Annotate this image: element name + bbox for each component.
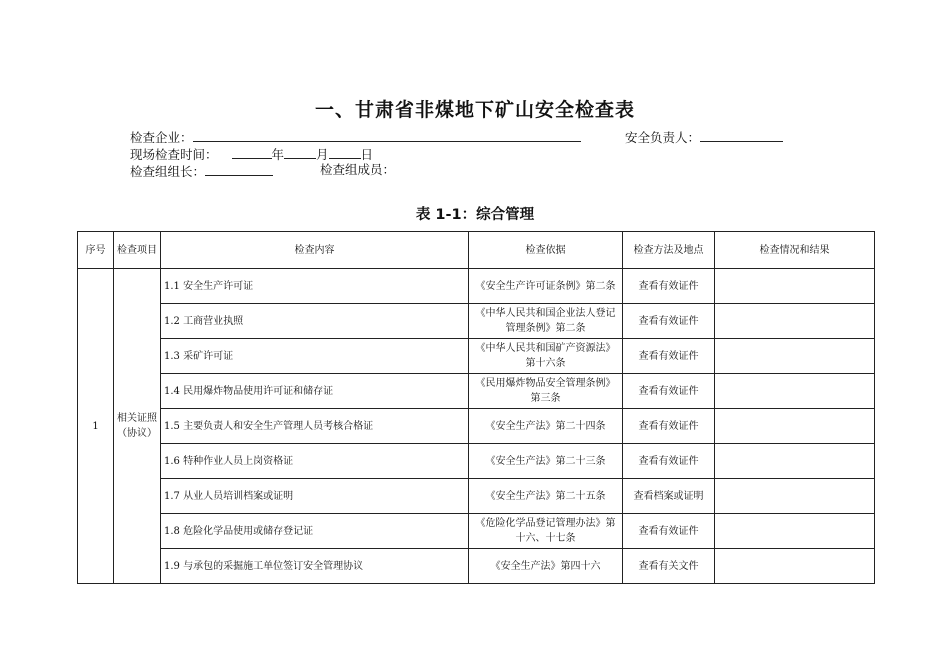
row-basis: 《安全生产法》第二十四条: [469, 409, 623, 444]
year-blank: [232, 145, 272, 159]
row-result-cell[interactable]: [715, 374, 875, 409]
row-result-cell[interactable]: [715, 409, 875, 444]
row-method: 查看有效证件: [623, 304, 715, 339]
row-basis: 《安全生产许可证条例》第二条: [469, 269, 623, 304]
header-item: 检查项目: [114, 232, 161, 269]
row-content: 1.4 民用爆炸物品使用许可证和储存证: [161, 374, 469, 409]
row-basis: 《危险化学品登记管理办法》第十六、十七条: [469, 514, 623, 549]
row-result-cell[interactable]: [715, 269, 875, 304]
table-row: [78, 409, 875, 444]
table-row: [78, 479, 875, 514]
table-row: [78, 549, 875, 584]
row-content: 1.6 特种作业人员上岗资格证: [161, 444, 469, 479]
row-result-cell[interactable]: [715, 444, 875, 479]
document-title: 一、甘肃省非煤地下矿山安全检查表: [314, 99, 635, 121]
group-item: 相关证照（协议）: [114, 269, 161, 584]
row-result-cell[interactable]: [715, 339, 875, 374]
table-header-row: [78, 232, 875, 269]
row-method: 查看有效证件: [623, 409, 715, 444]
row-basis: 《安全生产法》第二十五条: [469, 479, 623, 514]
row-basis: 《中华人民共和国企业法人登记管理条例》第二条: [469, 304, 623, 339]
members-label: 检查组成员：: [320, 162, 396, 177]
row-method: 查看有效证件: [623, 444, 715, 479]
row-result-cell[interactable]: [715, 549, 875, 584]
row-basis: 《安全生产法》第四十六: [469, 549, 623, 584]
row-method: 查看有效证件: [623, 374, 715, 409]
day-label: 日: [360, 147, 374, 162]
table-row: [78, 374, 875, 409]
row-basis: 《中华人民共和国矿产资源法》第十六条: [469, 339, 623, 374]
header-company-line: [130, 128, 581, 146]
company-label: 检查企业：: [130, 130, 193, 145]
row-content: 1.8 危险化学品使用或储存登记证: [161, 514, 469, 549]
row-basis: 《民用爆炸物品安全管理条例》第三条: [469, 374, 623, 409]
company-blank: [193, 128, 581, 142]
year-label: 年: [271, 147, 285, 162]
row-method: 查看有效证件: [623, 339, 715, 374]
table-row: [78, 339, 875, 374]
header-no: 序号: [78, 232, 114, 269]
table-row: [78, 269, 875, 304]
row-method: 查看有效证件: [623, 514, 715, 549]
row-result-cell[interactable]: [715, 514, 875, 549]
row-content: 1.7 从业人员培训档案或证明: [161, 479, 469, 514]
header-members-line: [320, 162, 395, 178]
header-content: 检查内容: [161, 232, 469, 269]
table-row: [78, 304, 875, 339]
row-basis: 《安全生产法》第二十三条: [469, 444, 623, 479]
month-blank: [284, 145, 316, 159]
inspection-table: [77, 231, 875, 584]
row-content: 1.1 安全生产许可证: [161, 269, 469, 304]
header-result: 检查情况和结果: [715, 232, 875, 269]
month-label: 月: [316, 147, 329, 162]
header-time-line: [130, 145, 373, 163]
row-content: 1.5 主要负责人和安全生产管理人员考核合格证: [161, 409, 469, 444]
row-result-cell[interactable]: [715, 304, 875, 339]
row-content: 1.2 工商营业执照: [161, 304, 469, 339]
leader-blank: [205, 162, 273, 176]
safety-person-blank: [700, 128, 783, 142]
row-method: 查看档案或证明: [623, 479, 715, 514]
header-safety-person-line: [625, 128, 783, 146]
table-row: [78, 514, 875, 549]
group-no: 1: [78, 269, 114, 584]
table-row: [78, 444, 875, 479]
row-method: 查看有关文件: [623, 549, 715, 584]
leader-label: 检查组组长：: [130, 164, 206, 179]
row-method: 查看有效证件: [623, 269, 715, 304]
safety-person-label: 安全负责人：: [625, 130, 701, 145]
time-label: 现场检查时间：: [130, 147, 218, 162]
row-content: 1.3 采矿许可证: [161, 339, 469, 374]
table-title: 表 1-1：综合管理: [415, 207, 535, 223]
day-blank: [329, 145, 361, 159]
header-method: 检查方法及地点: [623, 232, 715, 269]
header-basis: 检查依据: [469, 232, 623, 269]
row-result-cell[interactable]: [715, 479, 875, 514]
header-leader-line: [130, 162, 273, 180]
row-content: 1.9 与承包的采掘施工单位签订安全管理协议: [161, 549, 469, 584]
